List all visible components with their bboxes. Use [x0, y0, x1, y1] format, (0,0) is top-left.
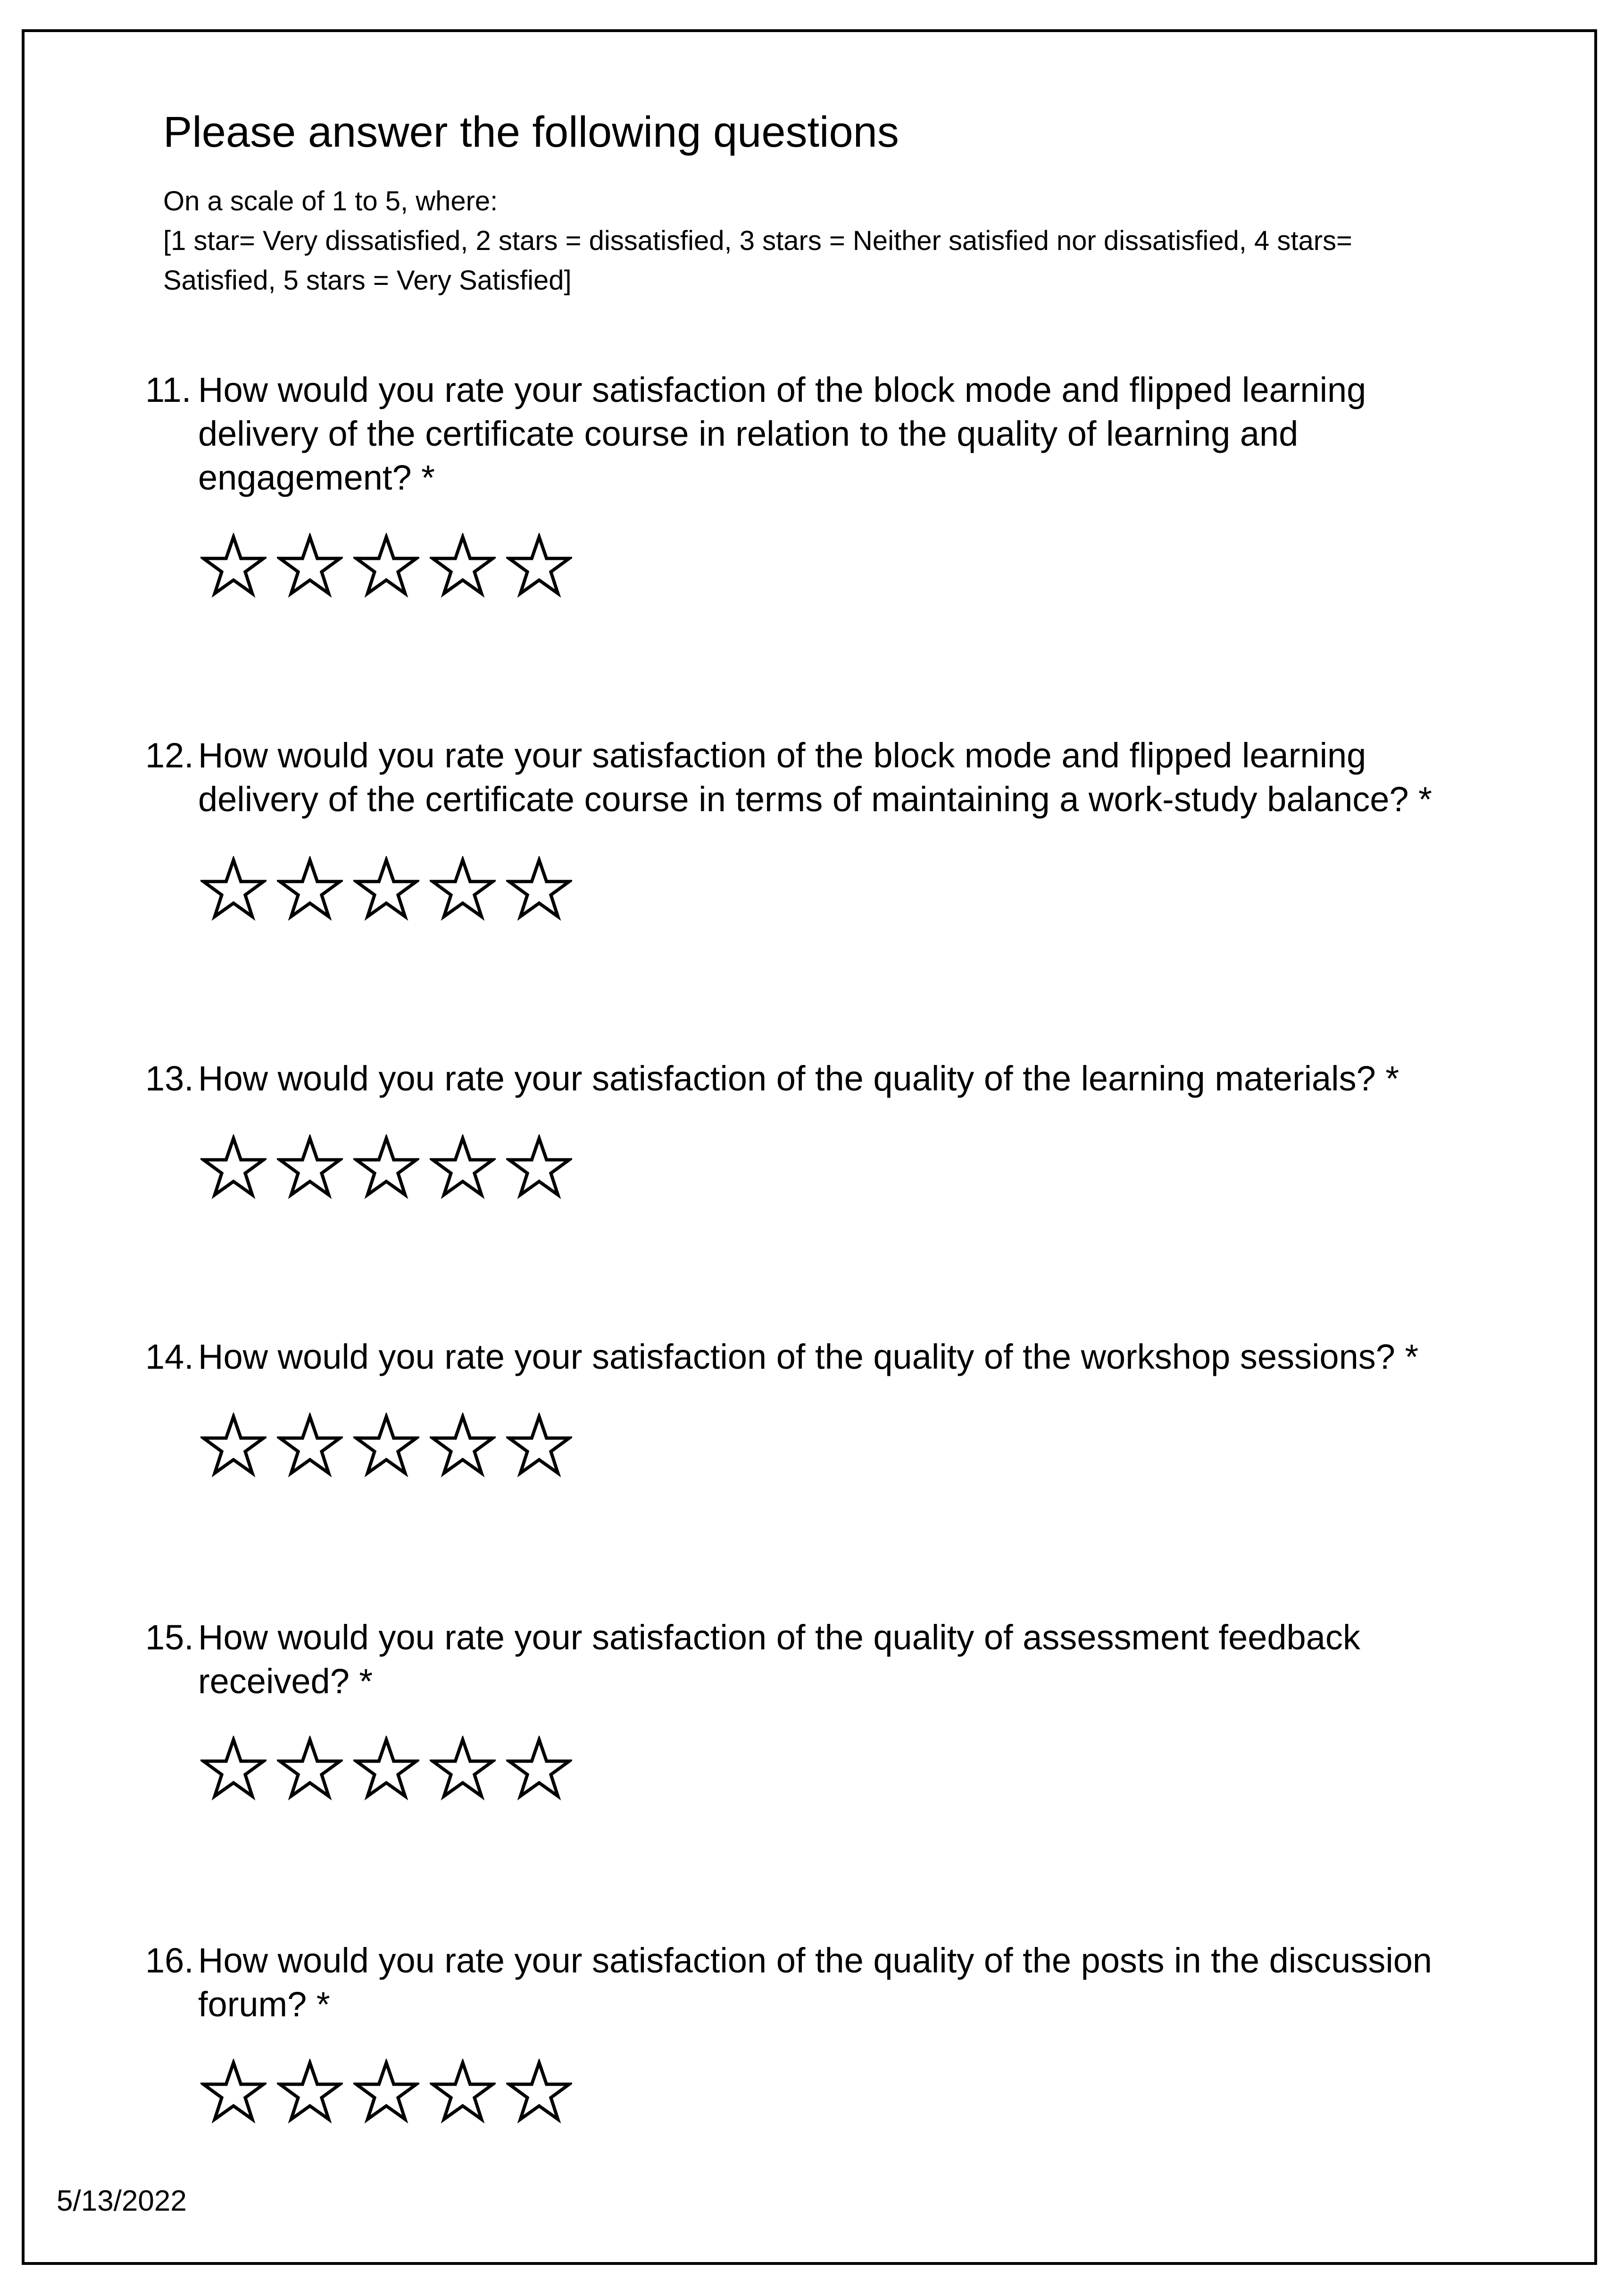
- footer-date: 5/13/2022: [57, 2185, 187, 2217]
- star-rating-q14: [200, 1413, 572, 1479]
- question-text: How would you rate your satisfaction of the quality of the posts in the discussion forum? *: [198, 1941, 1432, 2024]
- question-number: 14.: [145, 1337, 194, 1376]
- star-outline-icon[interactable]: [353, 533, 419, 599]
- page-title: Please answer the following questions: [163, 108, 899, 156]
- scale-intro: On a scale of 1 to 5, where:: [163, 186, 498, 216]
- star-outline-icon[interactable]: [506, 1736, 572, 1802]
- star-outline-icon[interactable]: [277, 533, 343, 599]
- star-outline-icon[interactable]: [200, 533, 267, 599]
- star-rating-q15: [200, 1736, 572, 1802]
- star-outline-icon[interactable]: [353, 1736, 419, 1802]
- star-rating-q13: [200, 1134, 572, 1200]
- question-13: [145, 1057, 1457, 1100]
- star-outline-icon[interactable]: [277, 1134, 343, 1200]
- question-15: [145, 1615, 1457, 1703]
- star-outline-icon[interactable]: [353, 856, 419, 922]
- question-number: 13.: [145, 1059, 194, 1098]
- star-outline-icon[interactable]: [430, 1736, 496, 1802]
- question-text: How would you rate your satisfaction of the block mode and flipped learning delivery of the certificate course in relation to the quality of learning and engagement? *: [198, 370, 1366, 497]
- question-number: 11.: [145, 370, 192, 409]
- question-11: [145, 368, 1457, 499]
- star-outline-icon[interactable]: [506, 533, 572, 599]
- question-number: 16.: [145, 1941, 194, 1980]
- star-rating-q16: [200, 2059, 572, 2125]
- star-rating-q11: [200, 533, 572, 599]
- question-text: How would you rate your satisfaction of the block mode and flipped learning delivery of the certificate course in terms of maintaining a work-study balance? *: [198, 736, 1432, 819]
- scale-definition-line-1: [1 star= Very dissatisfied, 2 stars = dissatisfied, 3 stars = Neither satisfied nor dissatisfied, 4 stars=: [163, 225, 1352, 256]
- star-outline-icon[interactable]: [200, 1413, 267, 1479]
- star-outline-icon[interactable]: [277, 1736, 343, 1802]
- question-text: How would you rate your satisfaction of the quality of assessment feedback received? *: [198, 1618, 1360, 1701]
- star-outline-icon[interactable]: [353, 1134, 419, 1200]
- star-outline-icon[interactable]: [430, 2059, 496, 2125]
- rating-scale-instructions: [163, 182, 1390, 300]
- star-outline-icon[interactable]: [277, 2059, 343, 2125]
- star-outline-icon[interactable]: [353, 1413, 419, 1479]
- star-outline-icon[interactable]: [353, 2059, 419, 2125]
- star-outline-icon[interactable]: [277, 856, 343, 922]
- star-outline-icon[interactable]: [430, 1413, 496, 1479]
- star-outline-icon[interactable]: [277, 1413, 343, 1479]
- star-outline-icon[interactable]: [506, 1134, 572, 1200]
- scale-definition-line-2: Satisfied, 5 stars = Very Satisfied]: [163, 265, 572, 296]
- star-outline-icon[interactable]: [430, 1134, 496, 1200]
- star-outline-icon[interactable]: [506, 856, 572, 922]
- question-14: [145, 1335, 1457, 1379]
- star-outline-icon[interactable]: [506, 2059, 572, 2125]
- star-outline-icon[interactable]: [430, 533, 496, 599]
- star-outline-icon[interactable]: [200, 1134, 267, 1200]
- star-rating-q12: [200, 856, 572, 922]
- question-16: [145, 1939, 1457, 2026]
- star-outline-icon[interactable]: [506, 1413, 572, 1479]
- question-number: 12.: [145, 736, 194, 775]
- star-outline-icon[interactable]: [430, 856, 496, 922]
- question-number: 15.: [145, 1618, 194, 1657]
- question-12: [145, 733, 1457, 821]
- star-outline-icon[interactable]: [200, 856, 267, 922]
- star-outline-icon[interactable]: [200, 1736, 267, 1802]
- question-text: How would you rate your satisfaction of the quality of the workshop sessions? *: [198, 1337, 1419, 1376]
- question-text: How would you rate your satisfaction of the quality of the learning materials? *: [198, 1059, 1399, 1098]
- star-outline-icon[interactable]: [200, 2059, 267, 2125]
